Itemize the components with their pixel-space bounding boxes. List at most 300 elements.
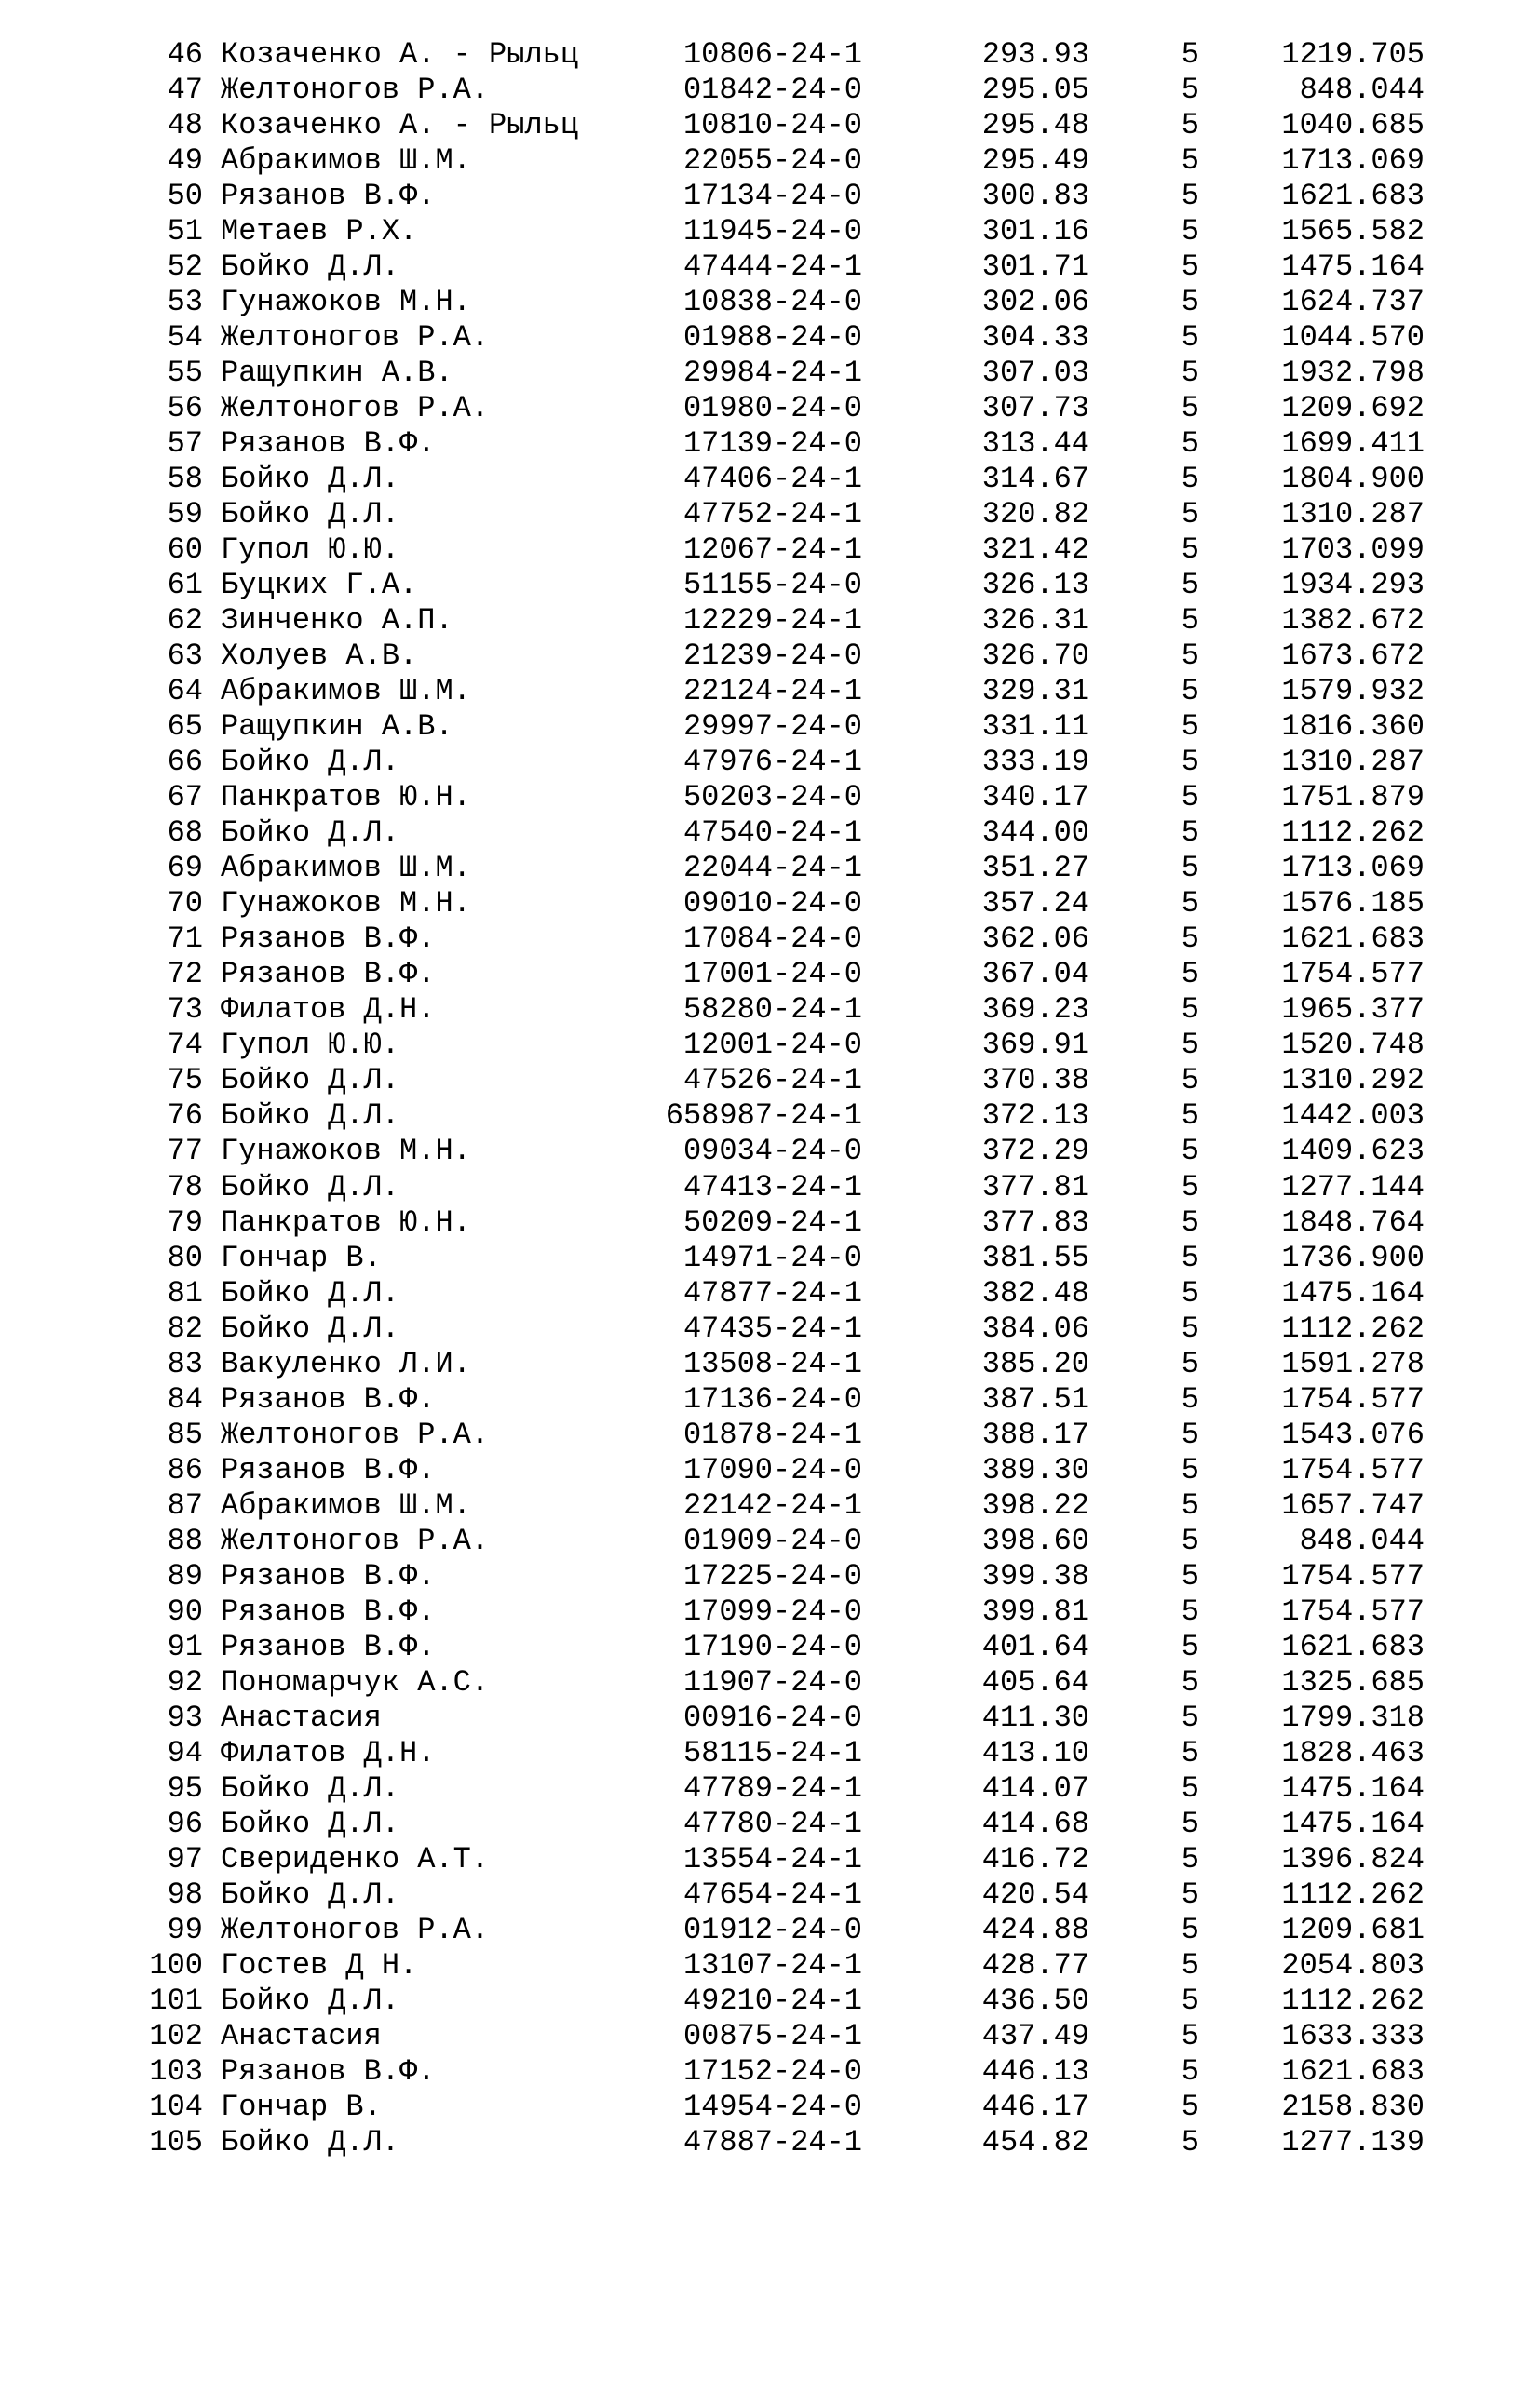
row-value-1: 385.20 bbox=[981, 1346, 1089, 1381]
row-value-3: 1934.293 bbox=[1281, 568, 1425, 603]
row-code: 47752-24-1 bbox=[682, 497, 862, 532]
table-row bbox=[0, 356, 1540, 391]
row-value-2: 5 bbox=[1181, 992, 1199, 1028]
row-number: 99 bbox=[167, 1912, 203, 1947]
row-number: 78 bbox=[167, 1169, 203, 1204]
row-name: Гостев Д Н. bbox=[221, 1947, 418, 1983]
row-value-2: 5 bbox=[1181, 1417, 1199, 1452]
row-value-1: 414.07 bbox=[981, 1770, 1089, 1806]
row-name: Рязанов В.Ф. bbox=[221, 426, 436, 462]
row-value-2: 5 bbox=[1181, 285, 1199, 320]
table-row bbox=[0, 391, 1540, 426]
row-number: 48 bbox=[167, 108, 203, 143]
row-code: 11907-24-0 bbox=[682, 1664, 862, 1700]
table-row bbox=[0, 1630, 1540, 1665]
row-value-1: 304.33 bbox=[981, 320, 1089, 356]
row-value-2: 5 bbox=[1181, 108, 1199, 143]
row-value-3: 1713.069 bbox=[1281, 143, 1425, 179]
table-row bbox=[0, 108, 1540, 143]
row-value-1: 301.71 bbox=[981, 249, 1089, 285]
row-code: 17190-24-0 bbox=[682, 1629, 862, 1664]
row-value-2: 5 bbox=[1181, 1098, 1199, 1134]
row-value-3: 1475.164 bbox=[1281, 1275, 1425, 1311]
row-value-3: 1657.747 bbox=[1281, 1487, 1425, 1523]
row-number: 62 bbox=[167, 603, 203, 639]
row-value-3: 1112.262 bbox=[1281, 1877, 1425, 1912]
row-value-2: 5 bbox=[1181, 1594, 1199, 1629]
row-name: Ращупкин А.В. bbox=[221, 709, 453, 745]
row-value-1: 295.49 bbox=[981, 143, 1089, 179]
row-value-2: 5 bbox=[1181, 391, 1199, 426]
row-value-2: 5 bbox=[1181, 603, 1199, 639]
row-name: Пономарчук А.С. bbox=[221, 1664, 490, 1700]
row-name: Вакуленко Л.И. bbox=[221, 1346, 471, 1381]
table-row bbox=[0, 1134, 1540, 1169]
row-value-2: 5 bbox=[1181, 1558, 1199, 1594]
row-number: 104 bbox=[149, 2089, 203, 2124]
table-row bbox=[0, 143, 1540, 179]
table-row bbox=[0, 1276, 1540, 1312]
row-name: Холуев А.В. bbox=[221, 639, 418, 674]
table-row bbox=[0, 2090, 1540, 2125]
row-value-2: 5 bbox=[1181, 73, 1199, 108]
row-value-1: 314.67 bbox=[981, 462, 1089, 497]
row-name: Бойко Д.Л. bbox=[221, 497, 400, 532]
row-number: 105 bbox=[149, 2124, 203, 2159]
row-value-3: 1475.164 bbox=[1281, 249, 1425, 285]
table-row bbox=[0, 1312, 1540, 1347]
row-code: 58280-24-1 bbox=[682, 992, 862, 1028]
row-code: 50203-24-0 bbox=[682, 780, 862, 815]
row-code: 14954-24-0 bbox=[682, 2089, 862, 2124]
row-number: 101 bbox=[149, 1983, 203, 2018]
row-value-1: 424.88 bbox=[981, 1912, 1089, 1947]
row-value-2: 5 bbox=[1181, 462, 1199, 497]
table-row bbox=[0, 532, 1540, 568]
table-row bbox=[0, 2125, 1540, 2160]
row-code: 10806-24-1 bbox=[682, 37, 862, 72]
row-value-1: 369.23 bbox=[981, 992, 1089, 1028]
row-value-1: 382.48 bbox=[981, 1275, 1089, 1311]
row-value-2: 5 bbox=[1181, 2089, 1199, 2124]
row-value-1: 377.81 bbox=[981, 1169, 1089, 1204]
row-value-1: 326.70 bbox=[981, 639, 1089, 674]
row-value-2: 5 bbox=[1181, 815, 1199, 851]
table-body bbox=[0, 37, 1540, 2160]
row-value-3: 1310.292 bbox=[1281, 1063, 1425, 1098]
table-row bbox=[0, 1170, 1540, 1205]
row-value-3: 1209.692 bbox=[1281, 391, 1425, 426]
row-value-3: 1932.798 bbox=[1281, 356, 1425, 391]
row-name: Бойко Д.Л. bbox=[221, 2124, 400, 2159]
row-value-3: 2158.830 bbox=[1281, 2089, 1425, 2124]
row-value-3: 1382.672 bbox=[1281, 603, 1425, 639]
row-value-1: 369.91 bbox=[981, 1028, 1089, 1063]
table-row bbox=[0, 1842, 1540, 1877]
row-value-3: 1112.262 bbox=[1281, 815, 1425, 851]
row-code: 49210-24-1 bbox=[682, 1983, 862, 2018]
table-row bbox=[0, 249, 1540, 285]
table-row bbox=[0, 1347, 1540, 1382]
row-number: 88 bbox=[167, 1523, 203, 1558]
row-number: 59 bbox=[167, 497, 203, 532]
row-value-3: 1044.570 bbox=[1281, 320, 1425, 356]
table-row bbox=[0, 462, 1540, 497]
row-number: 64 bbox=[167, 674, 203, 709]
row-value-3: 1219.705 bbox=[1281, 37, 1425, 72]
row-code: 01909-24-0 bbox=[682, 1523, 862, 1558]
table-row bbox=[0, 1559, 1540, 1594]
row-code: 58115-24-1 bbox=[682, 1735, 862, 1770]
table-row bbox=[0, 1382, 1540, 1418]
row-name: Гончар В. bbox=[221, 2089, 382, 2124]
row-value-1: 351.27 bbox=[981, 851, 1089, 886]
row-code: 01980-24-0 bbox=[682, 391, 862, 426]
row-code: 12001-24-0 bbox=[682, 1028, 862, 1063]
row-code: 13554-24-1 bbox=[682, 1841, 862, 1877]
row-name: Желтоногов Р.А. bbox=[221, 1417, 490, 1452]
row-code: 47654-24-1 bbox=[682, 1877, 862, 1912]
row-code: 13508-24-1 bbox=[682, 1346, 862, 1381]
row-code: 658987-24-1 bbox=[665, 1098, 862, 1134]
row-value-1: 411.30 bbox=[981, 1700, 1089, 1735]
row-name: Свериденко А.Т. bbox=[221, 1841, 490, 1877]
row-name: Рязанов В.Ф. bbox=[221, 921, 436, 957]
row-value-2: 5 bbox=[1181, 37, 1199, 72]
row-value-2: 5 bbox=[1181, 1204, 1199, 1240]
row-number: 82 bbox=[167, 1311, 203, 1346]
row-name: Бойко Д.Л. bbox=[221, 462, 400, 497]
row-value-3: 1754.577 bbox=[1281, 1381, 1425, 1417]
table-row bbox=[0, 957, 1540, 992]
row-value-2: 5 bbox=[1181, 1947, 1199, 1983]
row-value-3: 1673.672 bbox=[1281, 639, 1425, 674]
row-name: Абракимов Ш.М. bbox=[221, 1487, 471, 1523]
row-value-3: 1442.003 bbox=[1281, 1098, 1425, 1134]
row-number: 79 bbox=[167, 1204, 203, 1240]
row-value-2: 5 bbox=[1181, 532, 1199, 568]
row-value-1: 437.49 bbox=[981, 2018, 1089, 2053]
row-value-1: 372.13 bbox=[981, 1098, 1089, 1134]
row-code: 17084-24-0 bbox=[682, 921, 862, 957]
row-value-1: 313.44 bbox=[981, 426, 1089, 462]
row-name: Метаев Р.Х. bbox=[221, 214, 418, 249]
row-value-2: 5 bbox=[1181, 957, 1199, 992]
row-code: 11945-24-0 bbox=[682, 214, 862, 249]
row-number: 71 bbox=[167, 921, 203, 957]
row-value-3: 1520.748 bbox=[1281, 1028, 1425, 1063]
row-value-3: 1633.333 bbox=[1281, 2018, 1425, 2053]
table-row bbox=[0, 1948, 1540, 1984]
table-row bbox=[0, 1524, 1540, 1559]
row-value-2: 5 bbox=[1181, 214, 1199, 249]
row-value-2: 5 bbox=[1181, 745, 1199, 780]
row-number: 57 bbox=[167, 426, 203, 462]
row-number: 89 bbox=[167, 1558, 203, 1594]
row-name: Бойко Д.Л. bbox=[221, 1770, 400, 1806]
table-row bbox=[0, 2019, 1540, 2054]
row-value-3: 1965.377 bbox=[1281, 992, 1425, 1028]
row-name: Абракимов Ш.М. bbox=[221, 143, 471, 179]
row-number: 80 bbox=[167, 1240, 203, 1275]
row-name: Желтоногов Р.А. bbox=[221, 1523, 490, 1558]
row-number: 56 bbox=[167, 391, 203, 426]
row-value-3: 1751.879 bbox=[1281, 780, 1425, 815]
table-row bbox=[0, 1453, 1540, 1488]
row-value-1: 344.00 bbox=[981, 815, 1089, 851]
row-value-1: 357.24 bbox=[981, 886, 1089, 921]
table-row bbox=[0, 992, 1540, 1028]
row-value-2: 5 bbox=[1181, 1028, 1199, 1063]
row-number: 87 bbox=[167, 1487, 203, 1523]
row-value-2: 5 bbox=[1181, 1877, 1199, 1912]
row-value-3: 1310.287 bbox=[1281, 745, 1425, 780]
row-name: Гупол Ю.Ю. bbox=[221, 1028, 400, 1063]
row-value-3: 1624.737 bbox=[1281, 285, 1425, 320]
row-value-1: 362.06 bbox=[981, 921, 1089, 957]
row-value-1: 307.73 bbox=[981, 391, 1089, 426]
row-number: 77 bbox=[167, 1134, 203, 1169]
row-value-1: 321.42 bbox=[981, 532, 1089, 568]
row-code: 14971-24-0 bbox=[682, 1240, 862, 1275]
table-row bbox=[0, 745, 1540, 780]
row-value-2: 5 bbox=[1181, 1346, 1199, 1381]
row-value-2: 5 bbox=[1181, 143, 1199, 179]
row-value-1: 405.64 bbox=[981, 1664, 1089, 1700]
row-value-3: 1543.076 bbox=[1281, 1417, 1425, 1452]
row-name: Филатов Д.Н. bbox=[221, 1735, 436, 1770]
row-value-2: 5 bbox=[1181, 1700, 1199, 1735]
row-name: Рязанов В.Ф. bbox=[221, 1558, 436, 1594]
row-value-3: 1754.577 bbox=[1281, 1594, 1425, 1629]
row-code: 10810-24-0 bbox=[682, 108, 862, 143]
row-number: 65 bbox=[167, 709, 203, 745]
row-value-2: 5 bbox=[1181, 1629, 1199, 1664]
row-code: 47526-24-1 bbox=[682, 1063, 862, 1098]
row-value-1: 333.19 bbox=[981, 745, 1089, 780]
row-name: Козаченко А. - Рыльц bbox=[221, 37, 579, 72]
row-value-2: 5 bbox=[1181, 2053, 1199, 2089]
row-value-1: 446.17 bbox=[981, 2089, 1089, 2124]
row-name: Рязанов В.Ф. bbox=[221, 957, 436, 992]
row-name: Бойко Д.Л. bbox=[221, 1806, 400, 1841]
row-number: 70 bbox=[167, 886, 203, 921]
row-value-1: 387.51 bbox=[981, 1381, 1089, 1417]
row-name: Абракимов Ш.М. bbox=[221, 674, 471, 709]
table-row bbox=[0, 214, 1540, 249]
row-code: 22142-24-1 bbox=[682, 1487, 862, 1523]
row-code: 29997-24-0 bbox=[682, 709, 862, 745]
row-value-3: 1736.900 bbox=[1281, 1240, 1425, 1275]
row-name: Бойко Д.Л. bbox=[221, 1877, 400, 1912]
row-value-1: 295.48 bbox=[981, 108, 1089, 143]
row-value-2: 5 bbox=[1181, 1983, 1199, 2018]
row-value-2: 5 bbox=[1181, 1523, 1199, 1558]
table-row bbox=[0, 780, 1540, 815]
table-row bbox=[0, 709, 1540, 745]
row-value-1: 372.29 bbox=[981, 1134, 1089, 1169]
table-row bbox=[0, 1418, 1540, 1453]
table-row bbox=[0, 285, 1540, 320]
row-value-1: 454.82 bbox=[981, 2124, 1089, 2159]
row-name: Бойко Д.Л. bbox=[221, 1098, 400, 1134]
row-value-2: 5 bbox=[1181, 1452, 1199, 1487]
row-value-3: 1828.463 bbox=[1281, 1735, 1425, 1770]
row-value-2: 5 bbox=[1181, 921, 1199, 957]
row-code: 00875-24-1 bbox=[682, 2018, 862, 2053]
row-number: 69 bbox=[167, 851, 203, 886]
row-code: 47540-24-1 bbox=[682, 815, 862, 851]
row-name: Бойко Д.Л. bbox=[221, 249, 400, 285]
row-value-2: 5 bbox=[1181, 1381, 1199, 1417]
table-row bbox=[0, 1098, 1540, 1134]
row-value-2: 5 bbox=[1181, 1134, 1199, 1169]
row-value-1: 326.31 bbox=[981, 603, 1089, 639]
row-code: 13107-24-1 bbox=[682, 1947, 862, 1983]
row-name: Рязанов В.Ф. bbox=[221, 2053, 436, 2089]
row-code: 17152-24-0 bbox=[682, 2053, 862, 2089]
table-row bbox=[0, 639, 1540, 674]
row-name: Бойко Д.Л. bbox=[221, 1983, 400, 2018]
row-value-1: 428.77 bbox=[981, 1947, 1089, 1983]
row-number: 52 bbox=[167, 249, 203, 285]
row-value-1: 389.30 bbox=[981, 1452, 1089, 1487]
row-value-3: 1591.278 bbox=[1281, 1346, 1425, 1381]
row-number: 55 bbox=[167, 356, 203, 391]
row-value-1: 398.60 bbox=[981, 1523, 1089, 1558]
table-row bbox=[0, 1736, 1540, 1771]
row-code: 01912-24-0 bbox=[682, 1912, 862, 1947]
row-value-2: 5 bbox=[1181, 320, 1199, 356]
row-value-3: 1325.685 bbox=[1281, 1664, 1425, 1700]
row-name: Бойко Д.Л. bbox=[221, 1275, 400, 1311]
table-row bbox=[0, 2054, 1540, 2090]
row-value-2: 5 bbox=[1181, 1311, 1199, 1346]
row-number: 91 bbox=[167, 1629, 203, 1664]
row-number: 76 bbox=[167, 1098, 203, 1134]
row-value-3: 1816.360 bbox=[1281, 709, 1425, 745]
table-row bbox=[0, 1205, 1540, 1241]
row-value-2: 5 bbox=[1181, 1770, 1199, 1806]
table-row bbox=[0, 426, 1540, 462]
row-number: 53 bbox=[167, 285, 203, 320]
row-value-2: 5 bbox=[1181, 1912, 1199, 1947]
row-value-2: 5 bbox=[1181, 886, 1199, 921]
row-value-3: 848.044 bbox=[1299, 73, 1425, 108]
row-number: 73 bbox=[167, 992, 203, 1028]
row-value-3: 1209.681 bbox=[1281, 1912, 1425, 1947]
row-name: Рязанов В.Ф. bbox=[221, 179, 436, 214]
row-value-1: 329.31 bbox=[981, 674, 1089, 709]
row-number: 103 bbox=[149, 2053, 203, 2089]
row-value-2: 5 bbox=[1181, 639, 1199, 674]
row-name: Гунажоков М.Н. bbox=[221, 1134, 471, 1169]
row-value-2: 5 bbox=[1181, 1487, 1199, 1523]
row-name: Гупол Ю.Ю. bbox=[221, 532, 400, 568]
row-code: 17139-24-0 bbox=[682, 426, 862, 462]
row-value-2: 5 bbox=[1181, 1275, 1199, 1311]
row-value-3: 1277.144 bbox=[1281, 1169, 1425, 1204]
table-row bbox=[0, 1877, 1540, 1913]
row-name: Буцких Г.А. bbox=[221, 568, 418, 603]
row-name: Анастасия bbox=[221, 1700, 382, 1735]
table-row bbox=[0, 1771, 1540, 1807]
row-value-1: 414.68 bbox=[981, 1806, 1089, 1841]
row-name: Бойко Д.Л. bbox=[221, 1169, 400, 1204]
row-code: 47444-24-1 bbox=[682, 249, 862, 285]
row-name: Рязанов В.Ф. bbox=[221, 1594, 436, 1629]
row-name: Абракимов Ш.М. bbox=[221, 851, 471, 886]
row-value-3: 1475.164 bbox=[1281, 1806, 1425, 1841]
row-value-3: 1579.932 bbox=[1281, 674, 1425, 709]
row-value-2: 5 bbox=[1181, 2124, 1199, 2159]
row-value-3: 1621.683 bbox=[1281, 921, 1425, 957]
row-number: 66 bbox=[167, 745, 203, 780]
row-code: 17136-24-0 bbox=[682, 1381, 862, 1417]
row-name: Филатов Д.Н. bbox=[221, 992, 436, 1028]
row-value-3: 1848.764 bbox=[1281, 1204, 1425, 1240]
table-row bbox=[0, 1488, 1540, 1524]
row-value-3: 1409.623 bbox=[1281, 1134, 1425, 1169]
table-row bbox=[0, 886, 1540, 921]
row-code: 22044-24-1 bbox=[682, 851, 862, 886]
row-name: Желтоногов Р.А. bbox=[221, 1912, 490, 1947]
row-value-1: 300.83 bbox=[981, 179, 1089, 214]
row-code: 47887-24-1 bbox=[682, 2124, 862, 2159]
row-value-1: 301.16 bbox=[981, 214, 1089, 249]
row-value-2: 5 bbox=[1181, 1063, 1199, 1098]
row-value-3: 1475.164 bbox=[1281, 1770, 1425, 1806]
table-row bbox=[0, 1665, 1540, 1701]
row-code: 09010-24-0 bbox=[682, 886, 862, 921]
row-code: 12067-24-1 bbox=[682, 532, 862, 568]
row-code: 22124-24-1 bbox=[682, 674, 862, 709]
row-name: Рязанов В.Ф. bbox=[221, 1629, 436, 1664]
row-number: 54 bbox=[167, 320, 203, 356]
row-value-3: 1565.582 bbox=[1281, 214, 1425, 249]
row-code: 47789-24-1 bbox=[682, 1770, 862, 1806]
table-row bbox=[0, 320, 1540, 356]
row-name: Ращупкин А.В. bbox=[221, 356, 453, 391]
row-name: Рязанов В.Ф. bbox=[221, 1452, 436, 1487]
row-value-1: 307.03 bbox=[981, 356, 1089, 391]
row-value-2: 5 bbox=[1181, 851, 1199, 886]
row-value-2: 5 bbox=[1181, 709, 1199, 745]
row-value-3: 1040.685 bbox=[1281, 108, 1425, 143]
row-name: Козаченко А. - Рыльц bbox=[221, 108, 579, 143]
row-value-1: 384.06 bbox=[981, 1311, 1089, 1346]
row-value-3: 848.044 bbox=[1299, 1523, 1425, 1558]
table-row bbox=[0, 1063, 1540, 1098]
table-row bbox=[0, 1701, 1540, 1736]
table-row bbox=[0, 179, 1540, 214]
row-code: 50209-24-1 bbox=[682, 1204, 862, 1240]
row-value-1: 436.50 bbox=[981, 1983, 1089, 2018]
row-value-3: 1112.262 bbox=[1281, 1311, 1425, 1346]
row-value-3: 1799.318 bbox=[1281, 1700, 1425, 1735]
row-value-2: 5 bbox=[1181, 356, 1199, 391]
row-value-1: 302.06 bbox=[981, 285, 1089, 320]
row-code: 10838-24-0 bbox=[682, 285, 862, 320]
row-value-1: 326.13 bbox=[981, 568, 1089, 603]
row-code: 47413-24-1 bbox=[682, 1169, 862, 1204]
row-number: 72 bbox=[167, 957, 203, 992]
row-value-2: 5 bbox=[1181, 1806, 1199, 1841]
row-number: 95 bbox=[167, 1770, 203, 1806]
row-value-1: 381.55 bbox=[981, 1240, 1089, 1275]
row-value-3: 1703.099 bbox=[1281, 532, 1425, 568]
row-name: Желтоногов Р.А. bbox=[221, 73, 490, 108]
